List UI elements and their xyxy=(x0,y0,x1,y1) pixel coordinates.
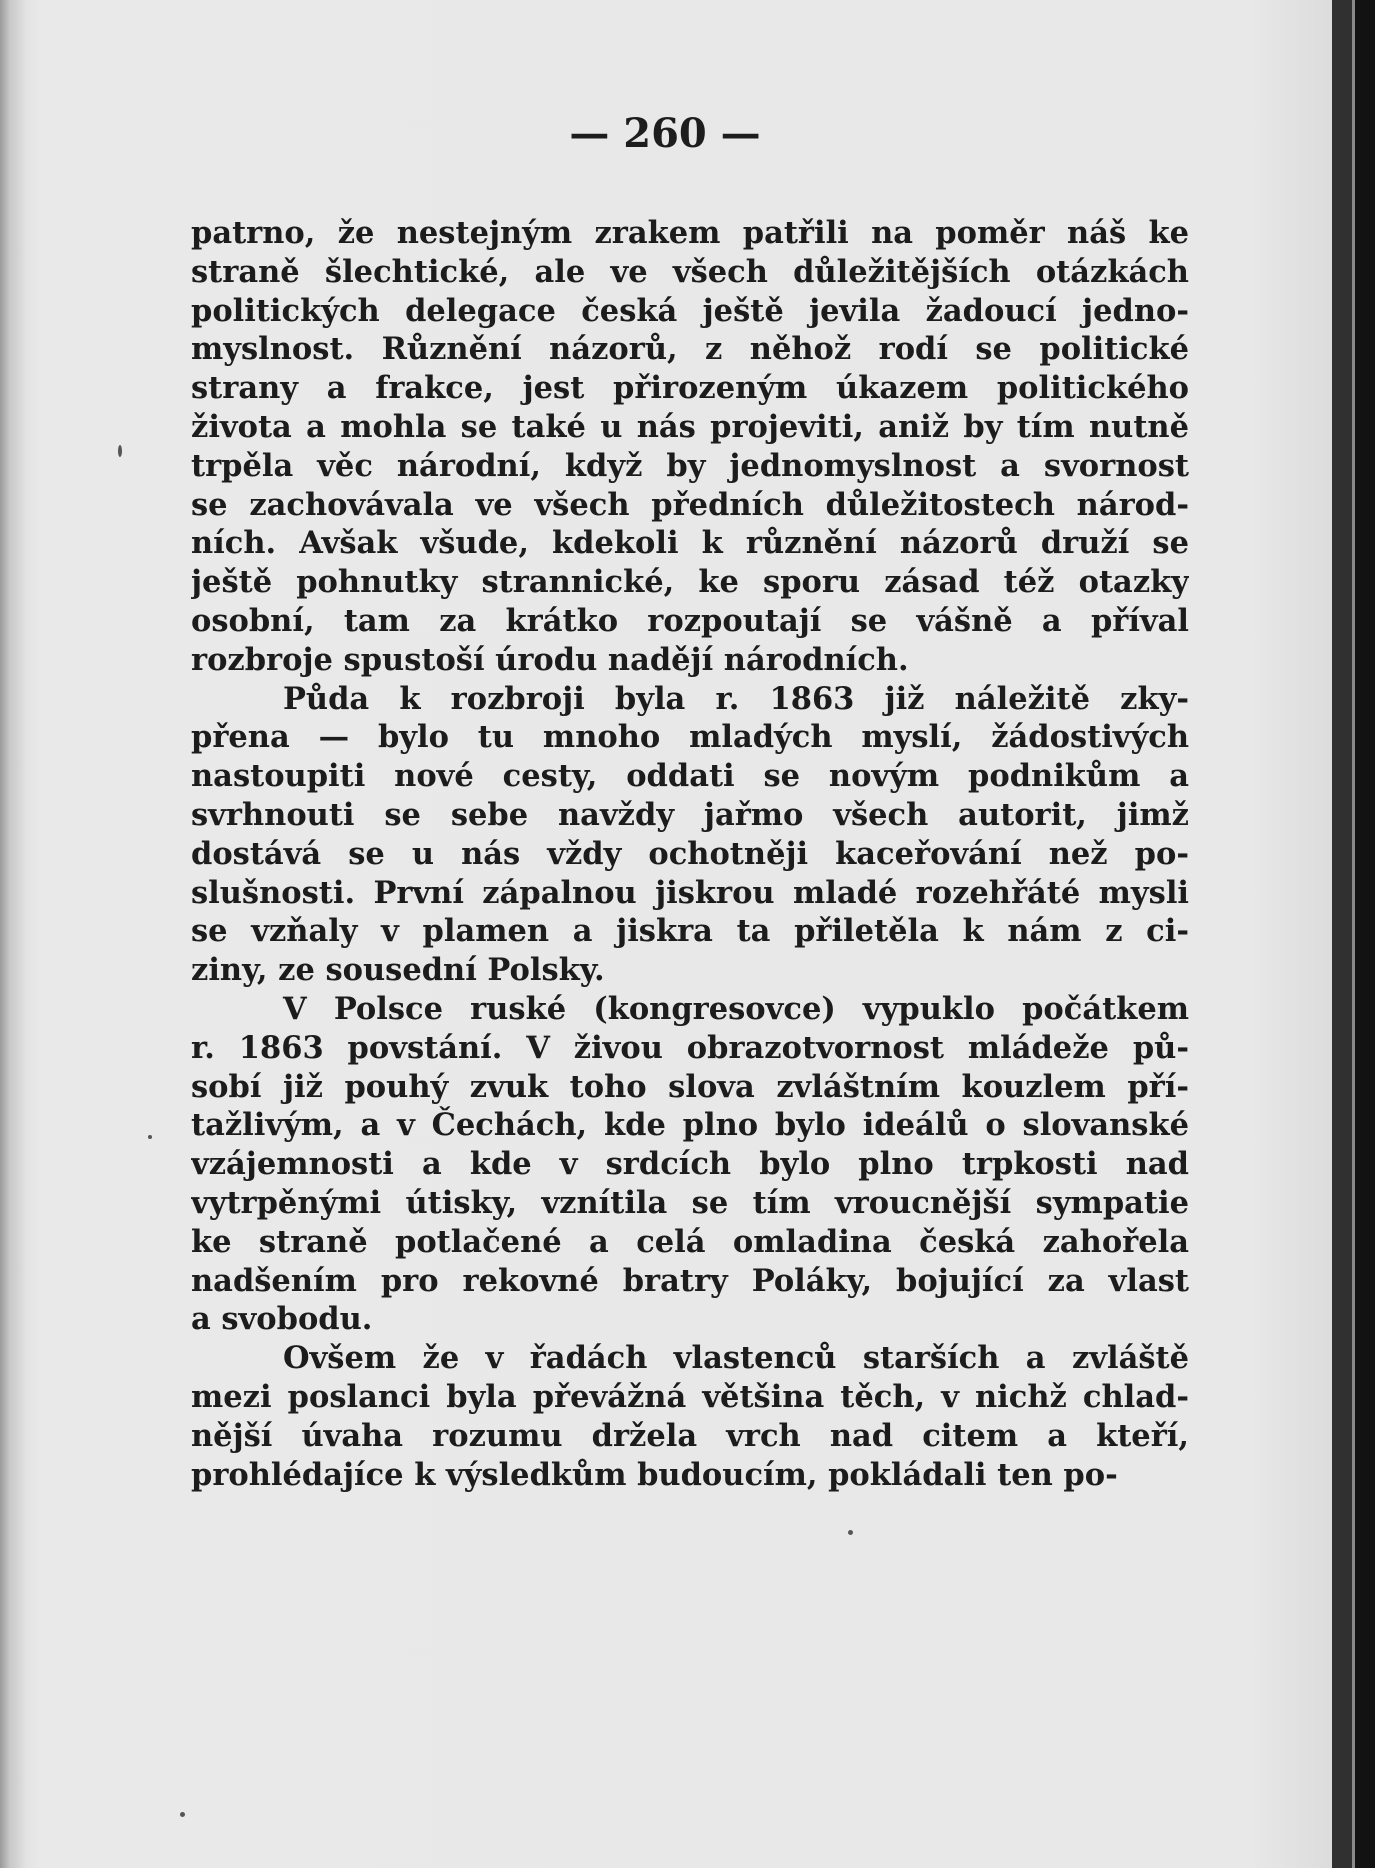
text-line: přena — bylo tu mnoho mladých myslí, žádostivých xyxy=(191,719,1189,756)
text-line: ke straně potlačené a celá omladina česká zahořela xyxy=(191,1223,1189,1260)
body-text xyxy=(191,214,1189,1494)
paper-speck xyxy=(118,445,122,457)
text-line: Ovšem že v řadách vlastenců starších a zvláště xyxy=(283,1340,1189,1377)
text-line: dostává se u nás vždy ochotněji kaceřování než po- xyxy=(191,835,1189,872)
text-line: vzájemnosti a kde v srdcích bylo plno trpkosti nad xyxy=(191,1146,1189,1183)
text-line: politických delegace česká ještě jevila žadoucí jedno- xyxy=(191,292,1189,329)
text-line: straně šlechtické, ale ve všech důležitějších otázkách xyxy=(191,253,1189,290)
text-line: se vzňaly v plamen a jiskra ta přiletěla k nám z ci- xyxy=(191,913,1189,950)
text-line: rozbroje spustoší úrodu nadějí národních. xyxy=(191,641,909,678)
page-gutter-shadow xyxy=(0,0,26,1868)
page-number: — 260 — xyxy=(569,110,761,157)
text-line: nadšením pro rekovné bratry Poláky, bojující za vlast xyxy=(191,1262,1189,1299)
text-line: ních. Avšak všude, kdekoli k různění názorů druží se xyxy=(191,525,1189,562)
text-line: nastoupiti nové cesty, oddati se novým podnikům a xyxy=(191,758,1189,795)
text-line: ziny, ze sousední Polsky. xyxy=(191,952,605,989)
text-line: tažlivým, a v Čechách, kde plno bylo ideálů o slovanské xyxy=(191,1107,1189,1144)
text-line: sobí již pouhý zvuk toho slova zvláštním kouzlem pří- xyxy=(191,1068,1189,1105)
paragraph xyxy=(191,1339,1189,1494)
text-line: mezi poslanci byla převážná většina těch, v nichž chlad- xyxy=(191,1378,1189,1415)
text-line: se zachovávala ve všech předních důležitostech národ- xyxy=(191,486,1189,523)
text-line: patrno, že nestejným zrakem patřili na poměr náš ke xyxy=(191,215,1189,251)
paragraph xyxy=(191,214,1189,680)
text-line: trpěla věc národní, když by jednomyslnost a svornost xyxy=(191,447,1189,484)
text-line: slušnosti. První zápalnou jiskrou mladé rozehřáté mysli xyxy=(191,874,1189,911)
paper-speck xyxy=(148,1135,152,1139)
paragraph xyxy=(191,990,1189,1339)
text-line: prohlédajíce k výsledkům budoucím, pokládali ten po- xyxy=(191,1456,1118,1493)
text-line: a svobodu. xyxy=(191,1301,373,1338)
text-line: osobní, tam za krátko rozpoutají se vášně a příval xyxy=(191,602,1189,639)
text-line: strany a frakce, jest přirozeným úkazem politického xyxy=(191,370,1189,407)
text-line: Půda k rozbroji byla r. 1863 již náležitě zky- xyxy=(283,680,1189,717)
text-line: svrhnouti se sebe navždy jařmo všech autorit, jimž xyxy=(191,796,1189,833)
text-line: V Polsce ruské (kongresovce) vypuklo počátkem xyxy=(283,990,1189,1027)
paper-speck xyxy=(848,1530,853,1535)
scan-edge-line xyxy=(1352,0,1355,1868)
scan-edge-strip xyxy=(1332,0,1352,1868)
text-line: nější úvaha rozumu držela vrch nad citem a kteří, xyxy=(191,1417,1189,1454)
text-line: vytrpěnými útisky, vznítila se tím vroucnější sympatie xyxy=(191,1184,1189,1221)
text-line: r. 1863 povstání. V živou obrazotvornost mládeže pů- xyxy=(191,1029,1189,1066)
paragraph xyxy=(191,680,1189,990)
paper-speck xyxy=(180,1812,185,1817)
text-line: života a mohla se také u nás projeviti, aniž by tím nutně xyxy=(191,408,1189,445)
text-line: ještě pohnutky strannické, ke sporu zásad též otazky xyxy=(191,564,1189,601)
text-line: myslnost. Různění názorů, z něhož rodí se politické xyxy=(191,331,1189,368)
